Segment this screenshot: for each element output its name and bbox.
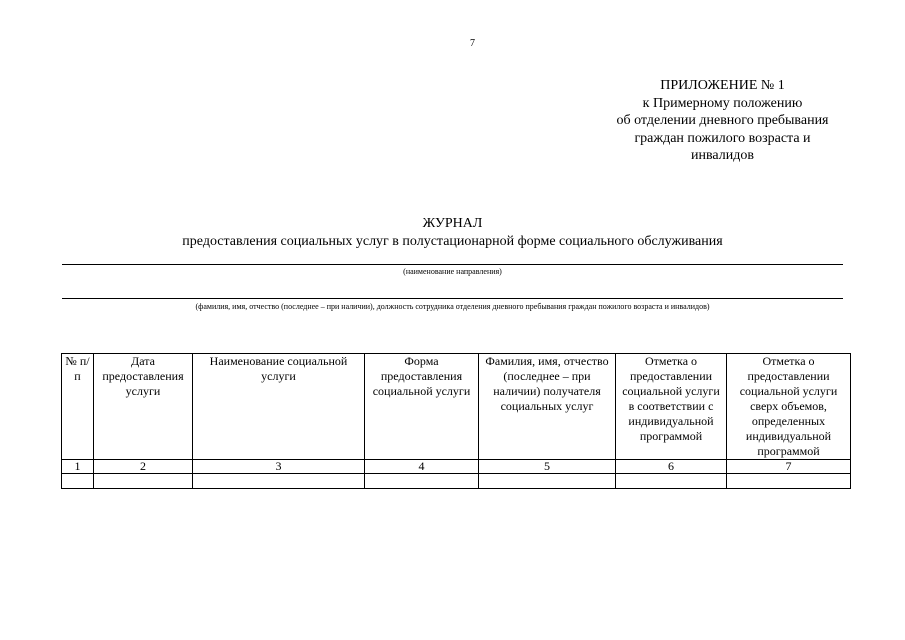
column-number: 4	[365, 460, 479, 474]
employee-caption: (фамилия, имя, отчество (последнее – при наличии), должность сотрудника отделения дневного пребывания граждан пожилого возраста и инвалидов)	[195, 302, 710, 311]
appendix-line: ПРИЛОЖЕНИЕ № 1	[660, 78, 785, 93]
direction-fill-line	[62, 264, 843, 265]
table-cell	[727, 474, 851, 489]
table-cell	[62, 474, 94, 489]
direction-caption: (наименование направления)	[403, 267, 502, 276]
employee-fill-line	[62, 298, 843, 299]
header-mark-program: Отметка о предоставлении социальной услуги в соответствии с индивидуальной программой	[616, 354, 727, 460]
journal-title: ЖУРНАЛ	[422, 216, 483, 231]
header-date: Дата предоставления услуги	[94, 354, 193, 460]
appendix-line: граждан пожилого возраста и	[634, 130, 811, 146]
column-number: 7	[727, 460, 851, 474]
header-recipient-name: Фамилия, имя, отчество (последнее – при наличии) получателя социальных услуг	[479, 354, 616, 460]
table-cell	[479, 474, 616, 489]
appendix-block	[600, 77, 845, 165]
column-number: 2	[94, 460, 193, 474]
column-number: 3	[193, 460, 365, 474]
header-service-form: Форма предоставления социальной услуги	[365, 354, 479, 460]
table-row	[62, 474, 851, 489]
column-number: 1	[62, 460, 94, 474]
page-number: 7	[470, 38, 475, 49]
table-cell	[616, 474, 727, 489]
column-number-row	[62, 460, 851, 474]
journal-table	[61, 353, 851, 489]
appendix-line: инвалидов	[691, 148, 754, 163]
table-header-row	[62, 354, 851, 460]
table-cell	[94, 474, 193, 489]
appendix-line: об отделении дневного пребывания	[616, 113, 829, 128]
header-number: № п/п	[62, 354, 94, 460]
column-number: 5	[479, 460, 616, 474]
table-cell	[365, 474, 479, 489]
appendix-line: к Примерному положению	[642, 95, 803, 111]
journal-subtitle: предоставления социальных услуг в полустационарной форме социального обслуживания	[182, 234, 723, 249]
header-mark-extra: Отметка о предоставлении социальной услуги сверх объемов, определенных индивидуальной программой	[727, 354, 851, 460]
column-number: 6	[616, 460, 727, 474]
header-service-name: Наименование социальной услуги	[193, 354, 365, 460]
table-cell	[193, 474, 365, 489]
